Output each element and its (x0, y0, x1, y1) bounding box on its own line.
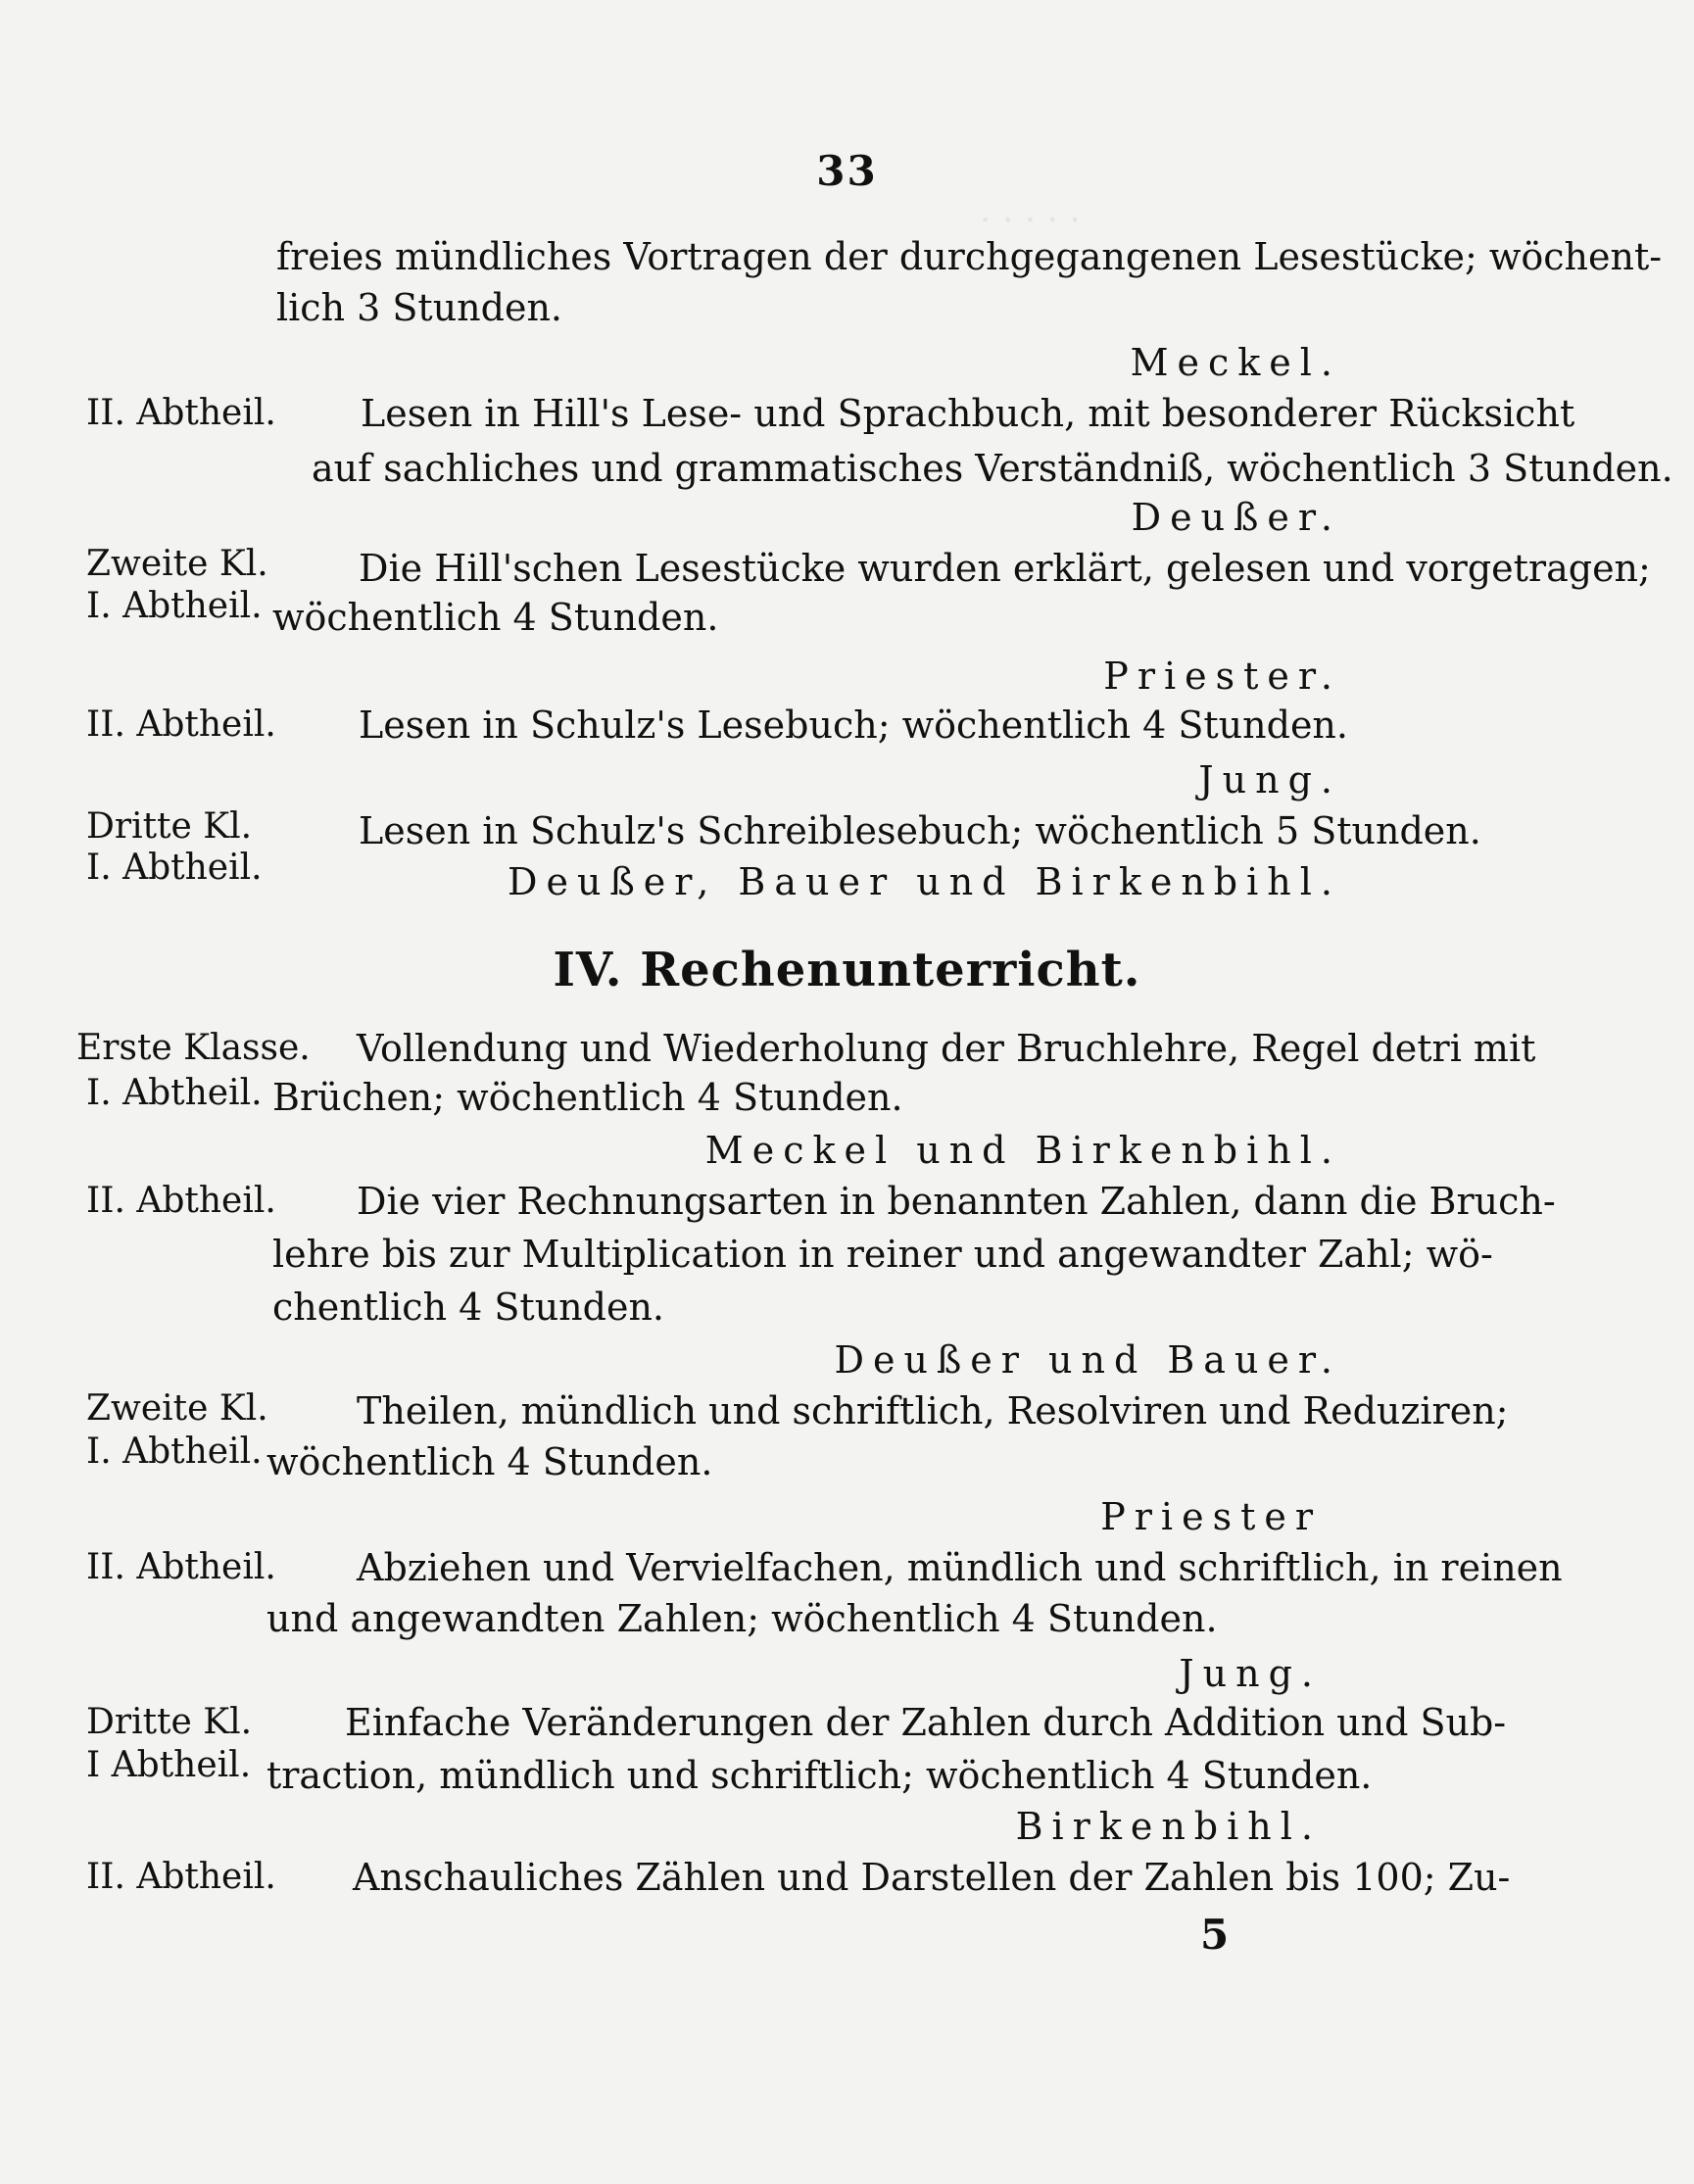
section-label: II. Abtheil. (86, 393, 276, 433)
r3-line-2: wöchentlich 4 Stunden. (266, 1440, 713, 1483)
bleed-through: · · · · · (980, 201, 1081, 241)
section-label: II. Abtheil. (86, 1181, 276, 1221)
section-label: Erste Klasse. (76, 1028, 311, 1068)
r1-line-1: Vollendung und Wiederholung der Bruchlehre, Regel detri mit (357, 1027, 1536, 1070)
teacher-r1: Meckel und Birkenbihl. (704, 1129, 1341, 1172)
r3-line-1: Theilen, mündlich und schriftlich, Resolviren und Reduziren; (357, 1389, 1509, 1432)
r4-line-2: und angewandten Zahlen; wöchentlich 4 Stunden. (266, 1597, 1218, 1640)
teacher-intro: Meckel. (1130, 341, 1341, 384)
section-label: Zweite Kl. (86, 1388, 268, 1429)
section-sublabel: I. Abtheil. (86, 586, 263, 626)
s1-line-1: Lesen in Hill's Lese- und Sprachbuch, mit besonderer Rücksicht (361, 392, 1575, 435)
teacher-r3: Priester (1100, 1495, 1322, 1538)
section-heading: IV. Rechenunterricht. (553, 943, 1141, 997)
s2-line-2: wöchentlich 4 Stunden. (272, 596, 719, 639)
teacher-s3: Jung. (1198, 758, 1341, 801)
section-label: Dritte Kl. (86, 806, 253, 847)
s4-line-1: Lesen in Schulz's Schreiblesebuch; wöchentlich 5 Stunden. (359, 809, 1481, 852)
section-sublabel: I Abtheil. (86, 1745, 252, 1785)
r2-line-3: chentlich 4 Stunden. (272, 1286, 665, 1329)
section-label: II. Abtheil. (86, 1857, 276, 1897)
section-sublabel: I. Abtheil. (86, 1073, 263, 1113)
section-label: II. Abtheil. (86, 704, 276, 745)
r2-line-1: Die vier Rechnungsarten in benannten Zahlen, dann die Bruch- (357, 1180, 1556, 1223)
teacher-s4: Deußer, Bauer und Birkenbihl. (507, 860, 1341, 903)
section-label: Zweite Kl. (86, 544, 268, 584)
r2-line-2: lehre bis zur Multiplication in reiner und angewandter Zahl; wö- (272, 1233, 1493, 1276)
teacher-s2: Priester. (1103, 655, 1341, 698)
page-number: 33 (816, 147, 878, 195)
signature-mark: 5 (1200, 1911, 1230, 1959)
r1-line-2: Brüchen; wöchentlich 4 Stunden. (272, 1076, 903, 1119)
intro-line-2: lich 3 Stunden. (276, 286, 563, 329)
r4-line-1: Abziehen und Vervielfachen, mündlich und schriftlich, in reinen (357, 1546, 1563, 1589)
s2-line-1: Die Hill'schen Lesestücke wurden erklärt, gelesen und vorgetragen; (359, 547, 1651, 590)
section-sublabel: I. Abtheil. (86, 1432, 263, 1472)
s3-line-1: Lesen in Schulz's Lesebuch; wöchentlich 4 Stunden. (359, 704, 1348, 747)
teacher-r2: Deußer und Bauer. (834, 1338, 1341, 1382)
teacher-r5: Birkenbihl. (1015, 1805, 1322, 1848)
section-label: II. Abtheil. (86, 1547, 276, 1587)
intro-line-1: freies mündliches Vortragen der durchgegangenen Lesestücke; wöchent- (276, 235, 1663, 278)
section-label: Dritte Kl. (86, 1702, 253, 1742)
r6-line-1: Anschauliches Zählen und Darstellen der Zahlen bis 100; Zu- (353, 1856, 1511, 1899)
s1-line-2: auf sachliches und grammatisches Verständniß, wöchentlich 3 Stunden. (312, 447, 1673, 490)
r5-line-2: traction, mündlich und schriftlich; wöchentlich 4 Stunden. (266, 1754, 1373, 1797)
section-sublabel: I. Abtheil. (86, 848, 263, 888)
teacher-r4: Jung. (1179, 1652, 1322, 1695)
teacher-s1: Deußer. (1131, 496, 1341, 539)
r5-line-1: Einfache Veränderungen der Zahlen durch Addition und Sub- (345, 1701, 1507, 1744)
